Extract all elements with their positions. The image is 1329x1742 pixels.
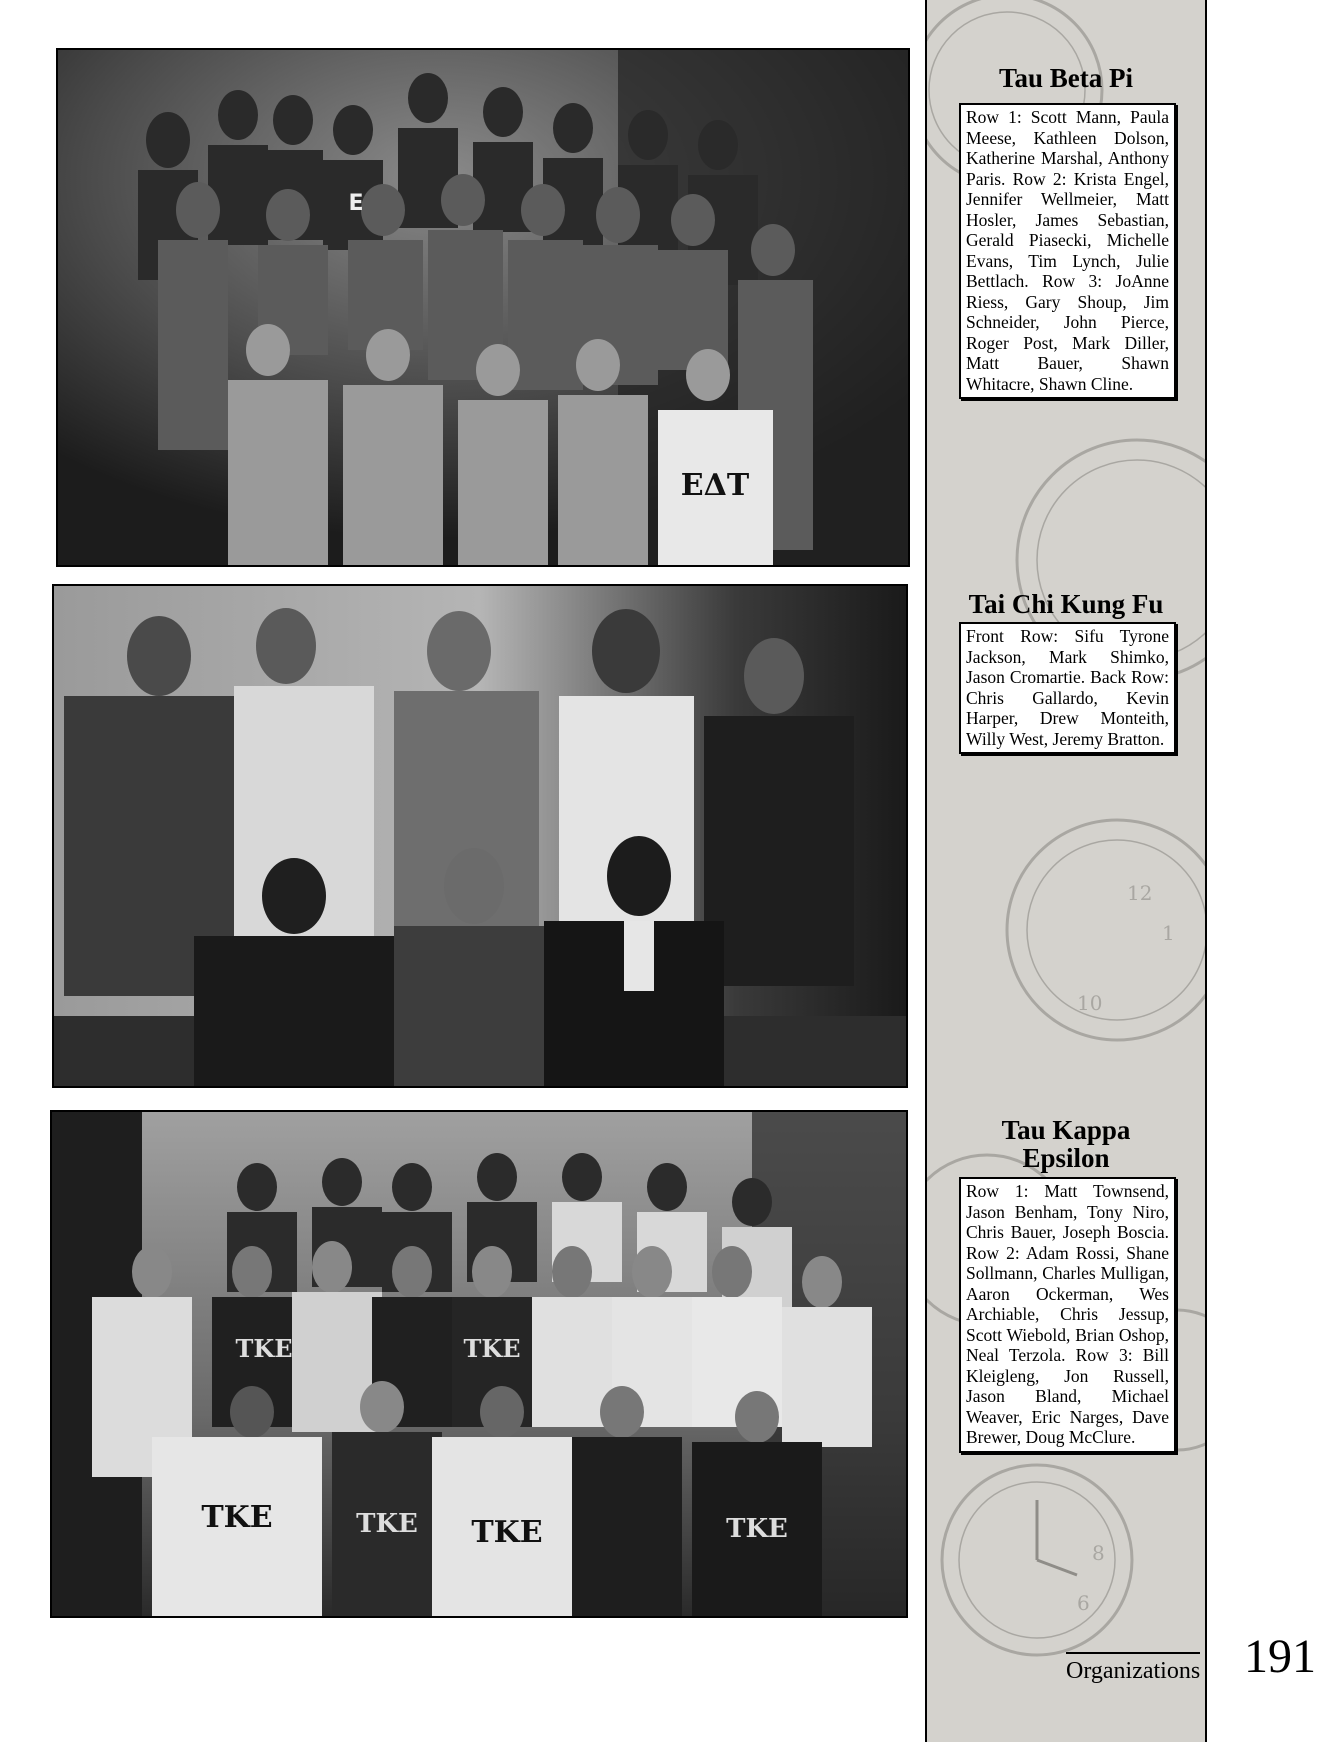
tau-beta-pi-group-image xyxy=(58,50,908,565)
section-title-tau-beta-pi: Tau Beta Pi xyxy=(998,63,1134,93)
svg-text:10: 10 xyxy=(1077,991,1103,1015)
shirt-letters: TKE xyxy=(471,1515,543,1550)
shirt-letter: E xyxy=(348,191,364,216)
tau-kappa-epsilon-photo xyxy=(50,1110,908,1618)
shirt-letters: TKE xyxy=(201,1500,273,1535)
tau-kappa-epsilon-group-image xyxy=(52,1112,906,1616)
caption-tai-chi-kung-fu: Front Row: Sifu Tyrone Jackson, Mark Shimko, Jason Cromartie. Back Row: Chris Gallardo, Kevin Harper, Drew Monteith, Willy West, Jeremy Bratton. xyxy=(959,622,1176,754)
svg-text:1: 1 xyxy=(1162,921,1175,945)
svg-text:6: 6 xyxy=(1077,1591,1090,1615)
svg-text:12: 12 xyxy=(1127,881,1153,905)
tai-chi-kung-fu-photo xyxy=(52,584,908,1088)
shirt-letters: TKE xyxy=(356,1509,418,1539)
footer-section-label: Organizations xyxy=(1066,1652,1200,1684)
sidebar-panel xyxy=(925,0,1207,1742)
shirt-letters: ΕΔΤ xyxy=(680,468,750,503)
section-title-tau-kappa-epsilon: Tau Kappa Epsilon xyxy=(1001,1115,1131,1173)
shirt-letters: TKE xyxy=(726,1514,788,1544)
section-title-tai-chi-kung-fu: Tai Chi Kung Fu xyxy=(968,589,1164,619)
caption-tau-kappa-epsilon: Row 1: Matt Townsend, Jason Benham, Tony Niro, Chris Bauer, Joseph Boscia. Row 2: Adam Rossi, Shane Sollmann, Charles Mulligan, Aaron Ockerman, Wes Archiable, Chris Jessup, Scott Wiebold, Brian Oshop, Neal Terzola. Row 3: Bill Kleigleng, Jon Russell, Jason Bland, Michael Weaver, Eric Narges, Dave Brewer, Doug McClure. xyxy=(959,1177,1176,1453)
tau-beta-pi-photo xyxy=(56,48,910,567)
svg-text:8: 8 xyxy=(1092,1541,1105,1565)
shirt-letters: TKE xyxy=(235,1334,293,1363)
page-number: 191 xyxy=(1244,1630,1316,1683)
caption-tau-beta-pi: Row 1: Scott Mann, Paula Meese, Kathleen Dolson, Katherine Marshal, Anthony Paris. Row 2: Krista Engel, Jennifer Wellmeier, Matt Hosler, James Sebastian, Gerald Piasecki, Michelle Evans, Tim Lynch, Julie Bettlach. Row 3: JoAnne Riess, Gary Shoup, Jim Schneider, John Pierce, Roger Post, Mark Diller, Matt Bauer, Shawn Whitacre, Shawn Cline. xyxy=(959,103,1176,399)
tai-chi-kung-fu-group-image xyxy=(54,586,906,1086)
shirt-letters: TKE xyxy=(463,1334,521,1363)
